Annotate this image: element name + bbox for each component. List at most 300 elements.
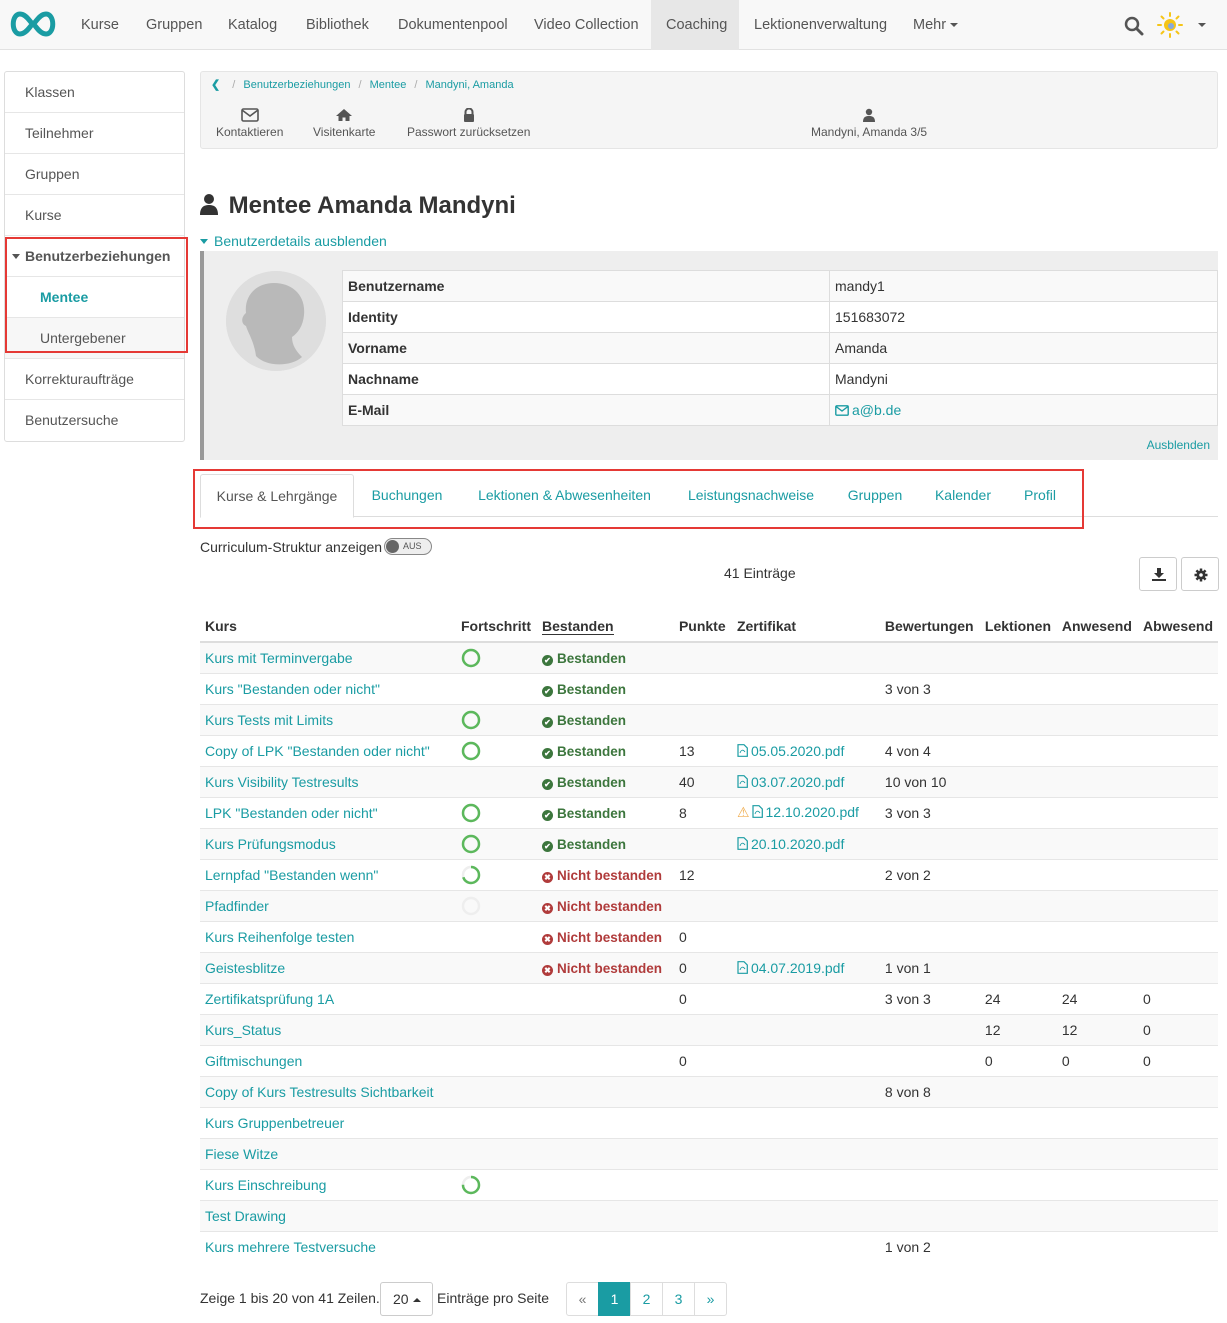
progress-cell [456,1200,537,1231]
course-link[interactable]: Giftmischungen [205,1052,303,1069]
points-cell [674,828,732,859]
tab-leistungsnachweise[interactable]: Leistungsnachweise [687,487,815,503]
lessons-cell [980,642,1057,673]
page-2-button[interactable]: 2 [630,1282,663,1316]
sun-icon[interactable] [1156,11,1184,39]
table-row [200,1045,1218,1076]
tab-kalender[interactable]: Kalender [934,487,992,503]
sidebar-item-teilnehmer[interactable]: Teilnehmer [5,113,184,154]
home-icon [335,108,353,122]
page-1-button[interactable]: 1 [598,1282,631,1316]
status-cell [537,952,674,983]
status-text: Bestanden [556,681,626,697]
present-cell [1057,890,1138,921]
table-row [200,828,1218,859]
lessons-cell [980,921,1057,952]
lessons-cell [980,1107,1057,1138]
warning-icon: ⚠ [736,804,750,820]
absent-cell [1138,1076,1218,1107]
column-header-bewertungen[interactable]: Bewertungen [880,611,980,642]
column-header-zertifikat[interactable]: Zertifikat [732,611,880,642]
course-link[interactable]: Kurs "Bestanden oder nicht" [205,680,380,697]
progress-cell [456,1014,537,1045]
progress-cell [456,1045,537,1076]
page-title-text: Mentee Amanda Mandyni [228,192,516,219]
course-link[interactable]: Kurs Visibility Testresults [205,773,359,790]
pdf-file-icon [737,774,751,790]
certificate-link[interactable] [737,960,844,976]
course-cell [200,1014,456,1045]
table-row [200,673,1218,704]
status-badge [542,806,626,821]
course-link[interactable]: Kurs Einschreibung [205,1176,327,1193]
caret-down-icon [200,239,208,244]
nav-kurse[interactable]: Kurse [81,17,119,33]
business-card-label: Visitenkarte [313,125,376,139]
pdf-file-icon [737,960,751,976]
progress-circle-icon [461,710,481,730]
nav-video-collection[interactable]: Video Collection [534,17,639,33]
certificate-link[interactable] [737,743,844,759]
absent-cell [1138,735,1218,766]
times-circle-icon: ✖ [542,872,553,883]
course-cell [200,1045,456,1076]
lessons-cell [980,766,1057,797]
status-badge [542,682,626,697]
course-cell [200,952,456,983]
reset-password-button[interactable] [407,108,530,139]
present-cell [1057,1200,1138,1231]
certificate-cell [732,735,880,766]
course-link[interactable]: Lernpfad "Bestanden wenn" [205,866,379,883]
lessons-cell: 24 [980,983,1057,1014]
back-icon[interactable]: ❮ [211,79,221,91]
logo-icon[interactable] [7,9,59,39]
course-cell [200,1138,456,1169]
pagination-summary: Zeige 1 bis 20 von 41 Zeilen. [200,1290,380,1306]
sidebar-item-gruppen[interactable]: Gruppen [5,154,184,195]
page-first-button[interactable]: « [566,1282,599,1316]
hide-details-link[interactable]: Ausblenden [1146,438,1210,452]
nav-lektionenverwaltung[interactable]: Lektionenverwaltung [754,17,888,33]
user-navigation[interactable] [811,108,927,139]
certificate-link[interactable] [752,804,859,820]
certificate-cell [732,704,880,735]
per-page-label: Einträge pro Seite [437,1290,550,1306]
present-cell [1057,673,1138,704]
table-row [200,859,1218,890]
pdf-file-icon [752,804,766,820]
curriculum-toggle[interactable] [384,538,432,555]
breadcrumb-mentee[interactable]: Mentee [369,79,407,91]
present-cell [1057,859,1138,890]
email-link[interactable] [835,402,901,418]
progress-cell [456,1076,537,1107]
certificate-cell [732,642,880,673]
status-cell [537,1200,674,1231]
page-title [200,192,516,220]
business-card-button[interactable] [313,108,375,139]
course-link[interactable]: Fiese Witze [205,1145,279,1162]
progress-circle-icon [461,1175,481,1195]
absent-cell [1138,1169,1218,1200]
points-cell [674,1076,732,1107]
status-badge [542,961,662,976]
certificate-cell [732,1014,880,1045]
points-cell: 0 [674,921,732,952]
course-link[interactable]: Test Drawing [205,1207,286,1224]
download-icon [1152,568,1166,581]
details-value: Mandyni [830,364,1218,395]
lessons-cell [980,859,1057,890]
progress-circle-icon [461,865,481,885]
course-link[interactable]: Zertifikatsprüfung 1A [205,990,335,1007]
course-table-body [200,642,1218,1262]
caret-down-icon [12,254,20,259]
course-link[interactable]: Kurs Gruppenbetreuer [205,1114,345,1131]
table-row [200,952,1218,983]
course-cell [200,1231,456,1262]
sidebar-item-mentee[interactable]: Mentee [5,277,184,318]
toggle-knob [386,540,399,553]
course-link[interactable]: Kurs Prüfungsmodus [205,835,336,852]
tab-lektionen-abwesenheiten[interactable]: Lektionen & Abwesenheiten [478,487,651,503]
certificate-cell [732,1231,880,1262]
toggle-details-link[interactable] [200,233,387,249]
pagination [566,1282,727,1316]
ratings-cell: 2 von 2 [880,859,980,890]
certificate-cell [732,1107,880,1138]
status-text: Bestanden [556,774,626,790]
table-row [343,271,1218,302]
course-link[interactable]: Pfadfinder [205,897,269,914]
sidebar-item-untergebener[interactable]: Untergebener [5,318,184,359]
check-circle-icon: ✔ [542,810,553,821]
points-cell [674,673,732,704]
download-button[interactable] [1139,557,1177,591]
course-cell [200,890,456,921]
table-row [200,766,1218,797]
tab-kurse-lehrgaenge[interactable]: Kurse & Lehrgänge [200,474,354,518]
status-cell [537,704,674,735]
progress-cell [456,704,537,735]
breadcrumb-separator: / [414,79,418,91]
lessons-cell [980,1231,1057,1262]
column-header-anwesend[interactable]: Anwesend [1057,611,1138,642]
user-icon [200,193,218,215]
certificate-filename: 03.07.2020.pdf [750,773,845,790]
details-value: Amanda [830,333,1218,364]
user-details-panel [200,251,1218,460]
table-row [200,642,1218,673]
lessons-cell [980,828,1057,859]
status-text: Bestanden [556,836,626,852]
certificate-filename: 04.07.2019.pdf [750,959,845,976]
status-text: Nicht bestanden [556,898,662,914]
nav-dokumentenpool[interactable]: Dokumentenpool [398,17,508,33]
lessons-cell: 0 [980,1045,1057,1076]
lessons-cell [980,1076,1057,1107]
top-navbar [0,0,1227,50]
course-cell [200,983,456,1014]
lessons-cell [980,673,1057,704]
absent-cell [1138,704,1218,735]
user-navigation-label: Mandyni, Amanda 3/5 [811,125,928,139]
status-cell [537,828,674,859]
certificate-cell [732,1045,880,1076]
details-key: Benutzername [343,271,830,302]
ratings-cell [880,1107,980,1138]
absent-cell [1138,1138,1218,1169]
progress-cell [456,983,537,1014]
page-3-button[interactable]: 3 [662,1282,695,1316]
nav-coaching[interactable]: Coaching [651,0,739,50]
ratings-cell [880,921,980,952]
course-cell [200,859,456,890]
points-cell: 8 [674,797,732,828]
certificate-link[interactable] [737,774,844,790]
lessons-cell [980,952,1057,983]
course-link[interactable]: Copy of Kurs Testresults Sichtbarkeit [205,1083,434,1100]
envelope-icon [241,108,259,122]
settings-button[interactable] [1181,557,1219,591]
column-header-kurs[interactable]: Kurs [200,611,456,642]
status-text: Bestanden [556,805,626,821]
ratings-cell: 3 von 3 [880,673,980,704]
status-cell [537,1138,674,1169]
lessons-cell [980,735,1057,766]
sidebar-item-benutzerbeziehungen[interactable] [5,236,184,277]
progress-cell [456,1138,537,1169]
present-cell [1057,797,1138,828]
course-cell [200,735,456,766]
course-link[interactable]: LPK "Bestanden oder nicht" [205,804,378,821]
sidebar [4,71,185,442]
ratings-cell: 1 von 2 [880,1231,980,1262]
nav-bibliothek[interactable]: Bibliothek [306,17,369,33]
column-header-label: Bestanden [541,618,614,634]
present-cell [1057,921,1138,952]
course-cell [200,1169,456,1200]
table-row [200,797,1218,828]
progress-cell [456,1231,537,1262]
course-link[interactable]: Kurs Tests mit Limits [205,711,334,728]
user-menu-chevron-icon[interactable] [1198,23,1206,27]
nav-gruppen[interactable]: Gruppen [146,17,203,33]
nav-mehr[interactable] [898,0,973,50]
tab-gruppen[interactable]: Gruppen [847,487,903,503]
certificate-cell [732,983,880,1014]
absent-cell [1138,1107,1218,1138]
status-text: Bestanden [556,650,626,666]
points-cell [674,1107,732,1138]
points-cell [674,704,732,735]
search-icon[interactable] [1124,16,1144,36]
ratings-cell [880,704,980,735]
status-text: Nicht bestanden [556,960,662,976]
page-size-value: 20 [393,1291,409,1307]
breadcrumb-benutzerbeziehungen[interactable]: Benutzerbeziehungen [243,79,351,91]
status-cell [537,766,674,797]
status-cell [537,983,674,1014]
lessons-cell [980,797,1057,828]
course-cell [200,828,456,859]
points-cell: 0 [674,1045,732,1076]
column-header-abwesend[interactable]: Abwesend [1138,611,1218,642]
lessons-cell [980,1169,1057,1200]
status-cell [537,797,674,828]
course-cell [200,797,456,828]
table-row [200,1169,1218,1200]
lessons-cell [980,1200,1057,1231]
course-link[interactable]: Kurs mit Terminvergabe [205,649,353,666]
absent-cell [1138,890,1218,921]
course-table [200,611,1218,1262]
progress-cell [456,952,537,983]
progress-circle-icon [461,834,481,854]
sidebar-item-korrekturauftraege[interactable]: Korrekturaufträge [5,359,184,400]
ratings-cell [880,890,980,921]
certificate-cell [732,859,880,890]
tab-buchungen[interactable]: Buchungen [371,487,443,503]
status-text: Nicht bestanden [556,929,662,945]
absent-cell [1138,1231,1218,1262]
status-cell [537,673,674,704]
contact-button[interactable] [216,108,283,139]
status-badge [542,775,626,790]
progress-cell [456,890,537,921]
present-cell [1057,1231,1138,1262]
check-circle-icon: ✔ [542,655,553,666]
course-link[interactable]: Copy of LPK "Bestanden oder nicht" [205,742,430,759]
page-size-select[interactable] [380,1282,433,1316]
ratings-cell: 3 von 3 [880,797,980,828]
avatar-silhouette-icon [226,271,326,371]
present-cell [1057,766,1138,797]
sidebar-item-klassen[interactable]: Klassen [5,72,184,113]
toolbar-panel [200,71,1218,149]
details-key: Identity [343,302,830,333]
certificate-cell [732,1169,880,1200]
course-link[interactable]: Geistesblitze [205,959,286,976]
column-header-bestanden[interactable] [537,611,674,642]
absent-cell [1138,766,1218,797]
table-row [200,1107,1218,1138]
gear-icon [1194,568,1208,582]
present-cell [1057,828,1138,859]
lessons-cell [980,704,1057,735]
points-cell [674,890,732,921]
avatar [226,271,326,371]
breadcrumb-current-user[interactable]: Mandyni, Amanda [425,79,514,91]
details-key: Vorname [343,333,830,364]
ratings-cell [880,1014,980,1045]
certificate-cell [732,952,880,983]
status-cell [537,921,674,952]
points-cell [674,1231,732,1262]
course-cell [200,673,456,704]
ratings-cell: 10 von 10 [880,766,980,797]
column-header-punkte[interactable]: Punkte [674,611,732,642]
details-key: E-Mail [343,395,830,426]
points-cell [674,1014,732,1045]
absent-cell [1138,642,1218,673]
page-next-button[interactable]: » [694,1282,727,1316]
pdf-file-icon [737,743,751,759]
status-badge [542,713,626,728]
points-cell: 0 [674,983,732,1014]
course-cell [200,642,456,673]
tab-profil[interactable]: Profil [1024,487,1056,503]
progress-cell [456,673,537,704]
absent-cell [1138,673,1218,704]
present-cell [1057,1076,1138,1107]
user-icon [862,108,876,122]
status-badge [542,868,662,883]
status-cell [537,1045,674,1076]
table-row [200,704,1218,735]
points-cell: 0 [674,952,732,983]
lessons-cell: 12 [980,1014,1057,1045]
status-badge [542,899,662,914]
certificate-cell [732,1200,880,1231]
ratings-cell [880,1138,980,1169]
present-cell [1057,1107,1138,1138]
table-row [200,1014,1218,1045]
sidebar-item-kurse[interactable]: Kurse [5,195,184,236]
column-header-fortschritt[interactable]: Fortschritt [456,611,537,642]
present-cell [1057,1138,1138,1169]
progress-circle-icon [461,648,481,668]
ratings-cell: 4 von 4 [880,735,980,766]
breadcrumb [211,78,514,91]
status-badge [542,744,626,759]
course-link[interactable]: Kurs_Status [205,1021,282,1038]
check-circle-icon: ✔ [542,686,553,697]
present-cell [1057,735,1138,766]
course-link[interactable]: Kurs mehrere Testversuche [205,1238,376,1255]
points-cell [674,1138,732,1169]
column-header-lektionen[interactable]: Lektionen [980,611,1057,642]
present-cell [1057,704,1138,735]
table-row [200,1200,1218,1231]
table-row [200,1138,1218,1169]
check-circle-icon: ✔ [542,717,553,728]
table-header-row [200,611,1218,642]
certificate-link[interactable] [737,836,844,852]
toggle-details-label: Benutzerdetails ausblenden [214,233,387,249]
sidebar-item-benutzersuche[interactable]: Benutzersuche [25,412,119,428]
progress-circle-icon [461,741,481,761]
course-link[interactable]: Kurs Reihenfolge testen [205,928,355,945]
nav-katalog[interactable]: Katalog [228,17,278,33]
certificate-filename: 05.05.2020.pdf [750,742,845,759]
status-badge [542,930,662,945]
absent-cell [1138,952,1218,983]
present-cell: 12 [1057,1014,1138,1045]
table-row [200,890,1218,921]
toggle-state: AUS [403,541,422,551]
progress-cell [456,735,537,766]
status-cell [537,642,674,673]
absent-cell [1138,921,1218,952]
chevron-down-icon [950,23,958,27]
ratings-cell [880,1045,980,1076]
table-row [343,395,1218,426]
progress-cell [456,1107,537,1138]
absent-cell [1138,828,1218,859]
entries-count: 41 Einträge [724,565,796,581]
